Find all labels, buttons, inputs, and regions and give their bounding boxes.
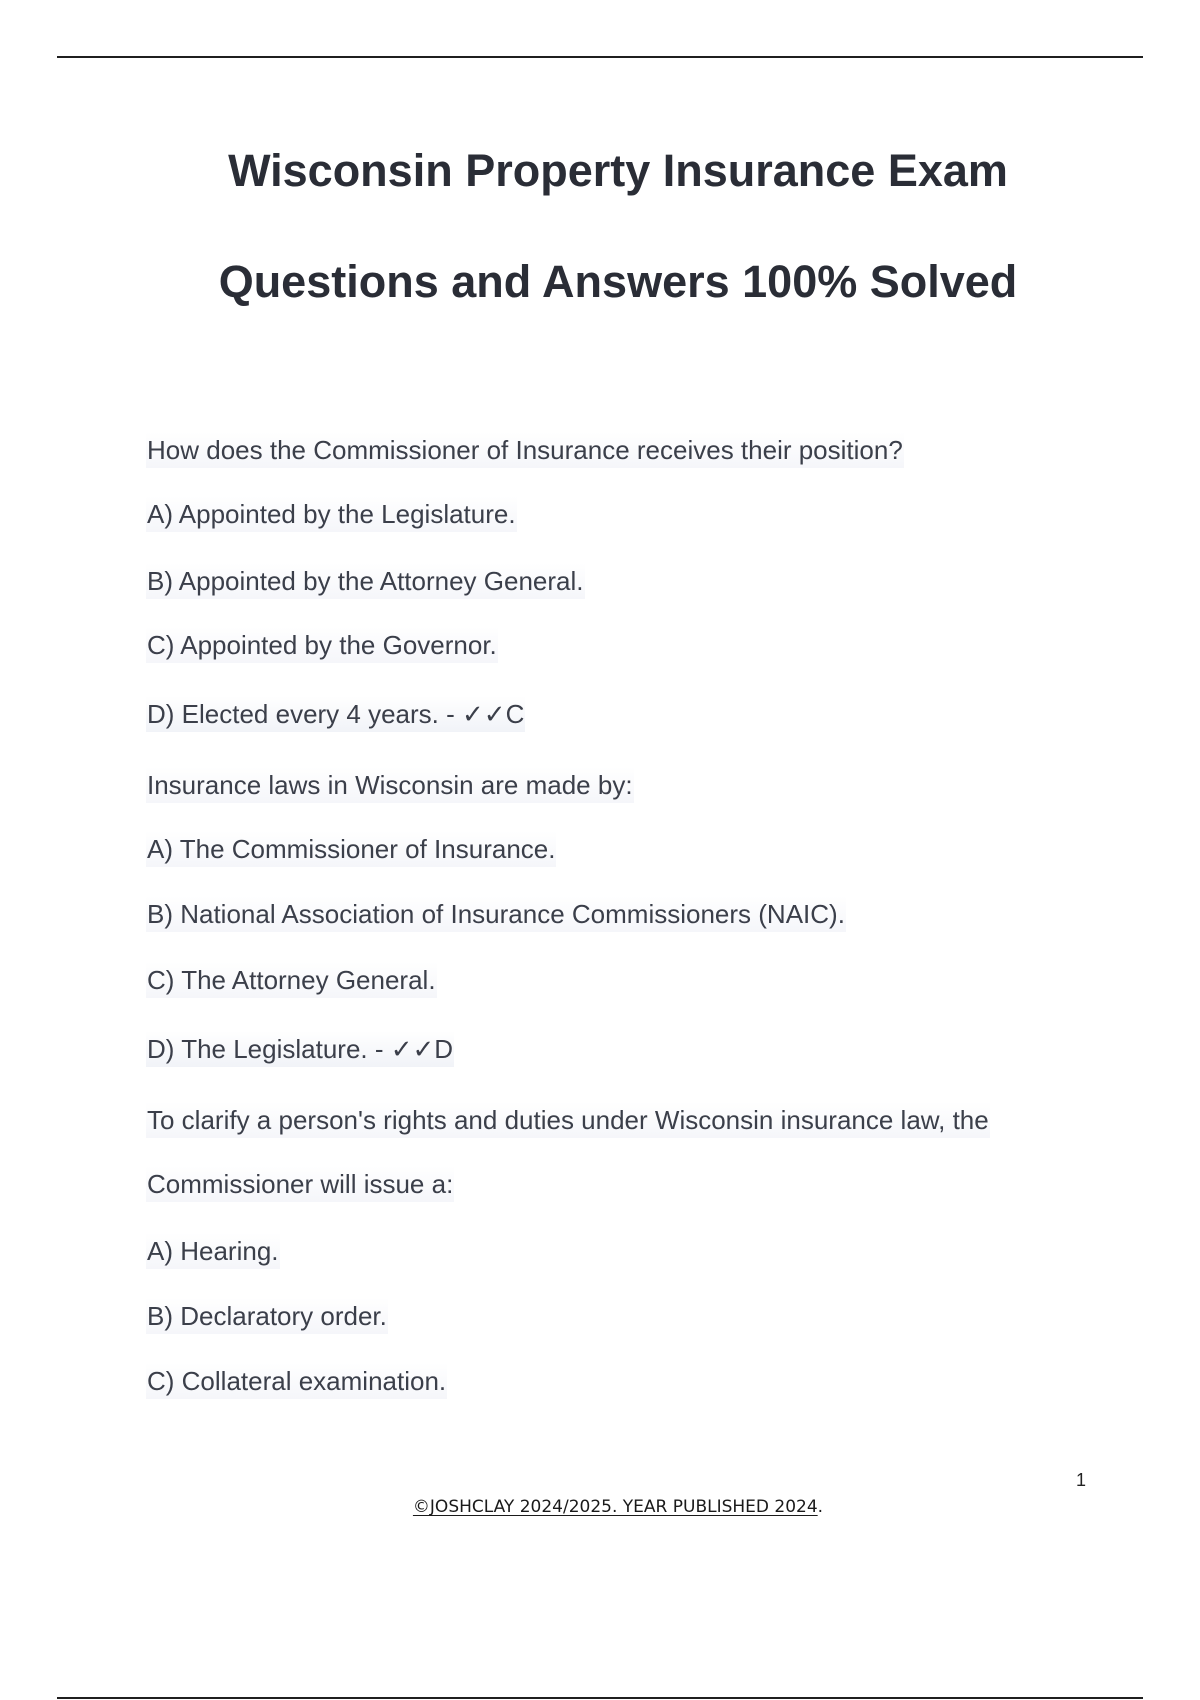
bottom-rule bbox=[57, 1697, 1143, 1699]
question-3-option-c: C) Collateral examination. bbox=[146, 1363, 447, 1399]
question-3-text-line-1: To clarify a person's rights and duties under Wisconsin insurance law, the bbox=[146, 1102, 990, 1138]
question-1-option-a: A) Appointed by the Legislature. bbox=[146, 496, 517, 532]
footer-copyright bbox=[0, 1497, 1200, 1517]
document-title-line-2: Questions and Answers 100% Solved bbox=[218, 256, 1018, 307]
question-1-option-d-answer: D) Elected every 4 years. - ✓✓C bbox=[146, 696, 525, 732]
question-2-option-a: A) The Commissioner of Insurance. bbox=[146, 831, 556, 867]
document-title-line-1: Wisconsin Property Insurance Exam bbox=[228, 145, 1008, 196]
question-1-option-c: C) Appointed by the Governor. bbox=[146, 627, 498, 663]
question-3-option-b: B) Declaratory order. bbox=[146, 1298, 388, 1334]
question-1-text: How does the Commissioner of Insurance receives their position? bbox=[146, 432, 904, 468]
top-rule bbox=[57, 56, 1143, 58]
page-number: 1 bbox=[1076, 1470, 1087, 1490]
footer-copyright-text: ©JOSHCLAY 2024/2025. YEAR PUBLISHED 2024 bbox=[412, 1497, 818, 1517]
question-3-text-line-2: Commissioner will issue a: bbox=[146, 1166, 454, 1202]
question-2-option-c: C) The Attorney General. bbox=[146, 962, 437, 998]
question-1-option-b: B) Appointed by the Attorney General. bbox=[146, 563, 585, 599]
question-2-option-d-answer: D) The Legislature. - ✓✓D bbox=[146, 1031, 454, 1067]
question-3-option-a: A) Hearing. bbox=[146, 1233, 280, 1269]
question-2-option-b: B) National Association of Insurance Commissioners (NAIC). bbox=[146, 896, 846, 932]
footer-period: . bbox=[817, 1497, 824, 1517]
question-2-text: Insurance laws in Wisconsin are made by: bbox=[146, 767, 634, 803]
